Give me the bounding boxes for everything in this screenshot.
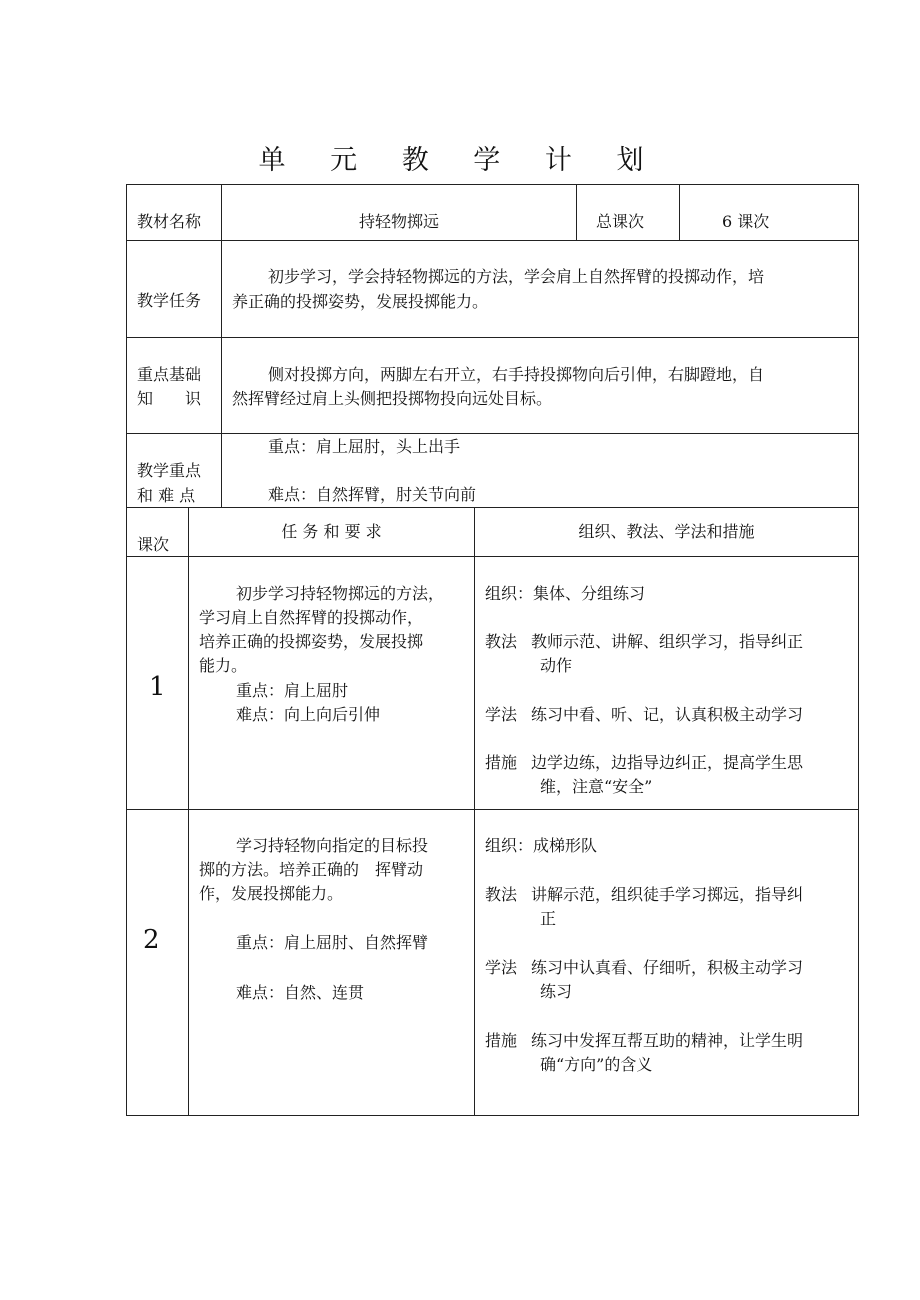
task-line-1: 初步学习，学会持轻物掷远的方法，学会肩上自然挥臂的投掷动作，培 [268,267,765,286]
lesson-2-org: 组织：成梯形队 [485,836,598,855]
material-value: 持轻物掷远 [358,212,439,231]
lesson-2-key: 重点：肩上屈肘、自然挥臂 [236,933,429,952]
col-method-header: 组织、教法、学法和措施 [578,522,755,541]
lesson-2-teach-line-1: 讲解示范，组织徒手学习掷远，指导纠 [531,885,804,904]
lesson-1-teach-label: 教法 [485,632,518,651]
basic-line-1: 侧对投掷方向，两脚左右开立，右手持投掷物向后引伸，右脚蹬地，自 [268,365,765,384]
lesson-1-task-line-3: 培养正确的投掷姿势，发展投掷 [199,632,424,651]
total-value: 6 课次 [722,212,770,231]
col-lesson-header: 课次 [137,535,170,554]
lesson-1-learn-line-1: 练习中看、听、记，认真积极主动学习 [531,705,804,724]
page-title: 单 元 教 学 计 划 [258,145,662,176]
lesson-2-learn-line-2: 练习 [540,982,573,1001]
lesson-2-measure-line-2: 确“方向”的含义 [540,1055,653,1074]
lesson-2-learn-line-1: 练习中认真看、仔细听，积极主动学习 [531,958,804,977]
lesson-2-measure-label: 措施 [485,1031,518,1050]
lesson-2-task-line-3: 作，发展投掷能力。 [199,884,344,903]
keypoints-label-line-1: 教学重点 [137,461,202,480]
task-content-cell [221,240,859,338]
basic-label-line-2: 知 识 [137,389,202,408]
lesson-2-task-line-2: 掷的方法。培养正确的 挥臂动 [199,860,424,879]
total-label: 总课次 [596,212,645,231]
lesson-2-measure-line-1: 练习中发挥互帮互助的精神，让学生明 [531,1031,804,1050]
basic-line-2: 然挥臂经过肩上头侧把投掷物投向远处目标。 [232,389,553,408]
lesson-1-learn-label: 学法 [485,705,518,724]
keypoints-difficulty: 难点：自然挥臂，肘关节向前 [268,485,477,504]
lesson-1-difficulty: 难点：向上向后引伸 [236,705,381,724]
lesson-2-learn-label: 学法 [485,958,518,977]
lesson-2-teach-line-2: 正 [540,909,557,928]
lesson-1-task-line-2: 学习肩上自然挥臂的投掷动作， [199,608,424,627]
keypoints-label-line-2: 和 难 点 [137,486,196,505]
keypoints-key: 重点：肩上屈肘，头上出手 [268,437,461,456]
lesson-1-measure-line-2: 维，注意“安全” [540,777,653,796]
lesson-1-org: 组织：集体、分组练习 [485,584,646,603]
lesson-2-task-line-1: 学习持轻物向指定的目标投 [236,836,429,855]
task-label: 教学任务 [137,291,202,310]
material-label: 教材名称 [137,212,202,231]
col-task-header: 任 务 和 要 求 [281,522,382,541]
lesson-1-teach-line-1: 教师示范、讲解、组织学习，指导纠正 [531,632,804,651]
lesson-2-difficulty: 难点：自然、连贯 [236,983,365,1002]
lesson-2-number: 2 [143,925,160,955]
basic-label-line-1: 重点基础 [137,365,202,384]
lesson-1-task-line-1: 初步学习持轻物掷远的方法， [236,584,445,603]
lesson-1-teach-line-2: 动作 [540,656,573,675]
lesson-1-measure-label: 措施 [485,753,518,772]
lesson-2-number-cell [126,809,189,1116]
lesson-1-number: 1 [149,672,166,702]
lesson-2-teach-label: 教法 [485,885,518,904]
task-line-2: 养正确的投掷姿势，发展投掷能力。 [232,292,489,311]
lesson-1-task-line-4: 能力。 [199,656,248,675]
lesson-1-key: 重点：肩上屈肘 [236,681,349,700]
lesson-1-measure-line-1: 边学边练，边指导边纠正，提高学生思 [531,753,804,772]
